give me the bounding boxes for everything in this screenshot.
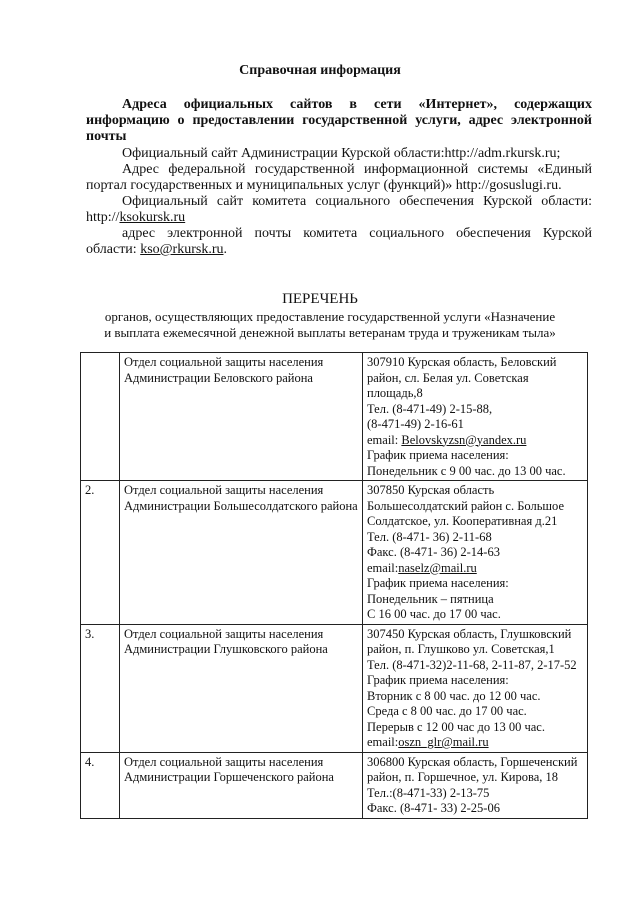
schedule: Среда с 8 00 час. до 17 00 час. [367, 704, 527, 718]
schedule: Вторник с 8 00 час. до 12 00 час. [367, 688, 541, 703]
contact-info [363, 481, 588, 625]
schedule: Понедельник – пятница [367, 591, 494, 606]
schedule: С 16 00 час. до 17 00 час. [367, 607, 501, 621]
contact-info [363, 624, 588, 752]
organs-table [80, 352, 588, 819]
contact-info [363, 752, 588, 818]
email-link[interactable]: oszn_glr@mail.ru [398, 735, 489, 749]
phone: Тел. (8-471-49) 2-15-88, [367, 401, 493, 416]
table-row [81, 481, 588, 625]
address: 306800 Курская область, Горшеченский район, п. Горшечное, ул. Кирова, 18 [367, 754, 578, 784]
committee-site-line [86, 194, 592, 226]
address: 307910 Курская область, Беловский район, сл. Белая ул. Советская площадь,8 [367, 355, 557, 400]
intro-heading: Адреса официальных сайтов в сети «Интернет», содержащих информацию о предоставлении государственной услуги, адрес электронной почты [86, 97, 592, 144]
phone: Тел. (8-471-32)2-11-68, 2-11-87, 2-17-52 [367, 657, 577, 672]
schedule-label: График приема населения: [367, 576, 509, 590]
row-number: 2. [81, 481, 120, 625]
contact-info [363, 353, 588, 481]
department-name: Отдел социальной защиты населения Администрации Большесолдатского района [120, 481, 363, 625]
phone: Тел. (8-471- 36) 2-11-68 [367, 529, 492, 544]
row-number: 4. [81, 752, 120, 818]
fax: Факс. (8-471- 33) 2-25-06 [367, 801, 500, 815]
email-label: адрес электронной почты комитета социального обеспечения Курской области: [86, 226, 592, 257]
row-number [81, 353, 120, 481]
address: 307450 Курская область, Глушковский район, п. Глушково ул. Советская,1 [367, 626, 572, 656]
schedule-label: График приема населения: [367, 448, 509, 462]
list-subtitle: органов, осуществляющих предоставление государственной услуги «Назначение и выплата ежемесячной денежной выплаты ветеранам труда и труженикам тыла» [104, 309, 556, 340]
schedule: Перерыв с 12 00 час до 13 00 час. [367, 719, 545, 734]
page-title: Справочная информация [239, 63, 401, 78]
row-number: 3. [81, 624, 120, 752]
department-name: Отдел социальной защиты населения Администрации Глушковского района [120, 624, 363, 752]
schedule-label: График приема населения: [367, 673, 509, 687]
email-link[interactable]: Belovskyzsn@yandex.ru [401, 432, 527, 447]
phone: Тел.:(8-471-33) 2-13-75 [367, 785, 490, 800]
email-line: email:naselz@mail.ru [367, 560, 477, 575]
phone: (8-471-49) 2-16-61 [367, 417, 464, 431]
schedule: Понедельник с 9 00 час. до 13 00 час. [367, 463, 566, 478]
list-title: ПЕРЕЧЕНЬ [282, 291, 358, 307]
fax: Факс. (8-471- 36) 2-14-63 [367, 545, 500, 559]
email-link[interactable]: kso@rkursk.ru [140, 242, 224, 257]
table-row [81, 752, 588, 818]
email-link[interactable]: naselz@mail.ru [398, 560, 477, 575]
admin-site-line: Официальный сайт Администрации Курской области:http://adm.rkursk.ru; [122, 146, 561, 161]
email-line: адрес электронной почты комитета социального обеспечения Курской области: kso@rkursk.ru. [86, 226, 592, 257]
email-line: email:oszn_glr@mail.ru [367, 735, 489, 749]
committee-site-label: Официальный сайт комитета социального обеспечения Курской области: http:// [86, 194, 592, 225]
email-line: email: Belovskyzsn@yandex.ru [367, 432, 527, 447]
address: 307850 Курская область Большесолдатский район с. Большое Солдатское, ул. Кооперативная д.21 [367, 483, 565, 528]
table-row [81, 624, 588, 752]
department-name: Отдел социальной защиты населения Администрации Беловского района [120, 353, 363, 481]
department-name: Отдел социальной защиты населения Администрации Горшеченского района [120, 752, 363, 818]
table-row [81, 353, 588, 481]
committee-site-link[interactable]: ksokursk.ru [119, 210, 186, 225]
federal-system-line: Адрес федеральной государственной информационной системы «Единый портал государственных и муниципальных услуг (функций)» http://gosuslugi.ru. [86, 162, 592, 193]
